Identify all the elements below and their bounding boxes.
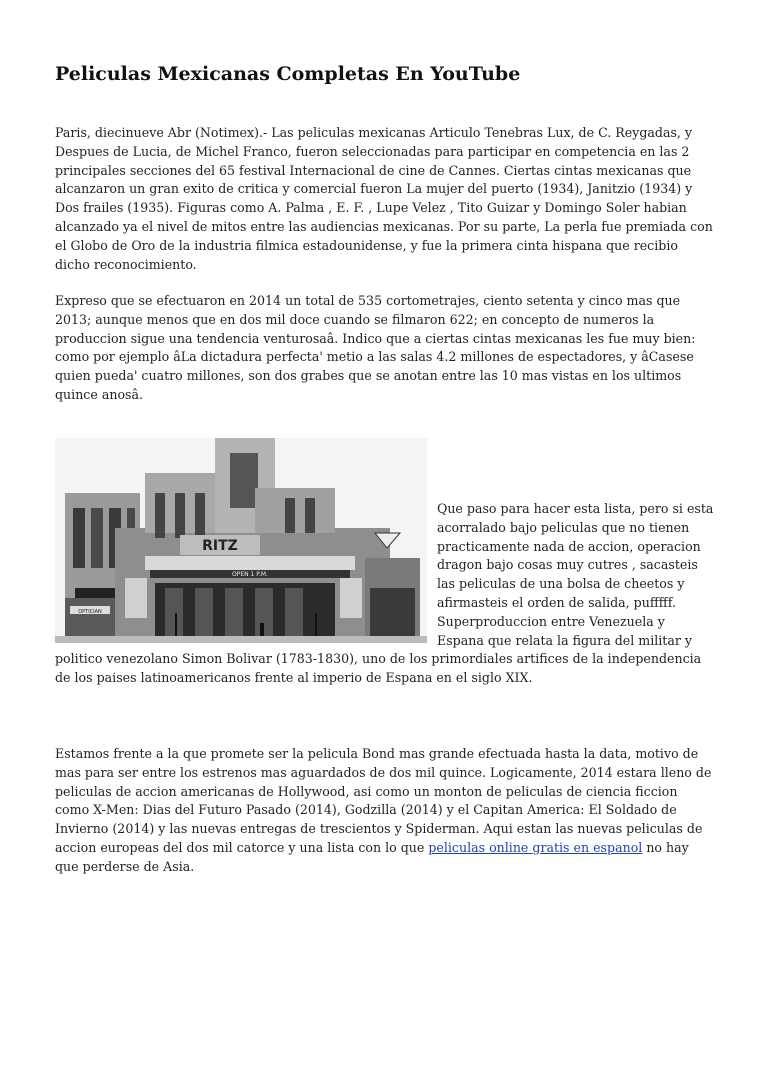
paragraph-3: Que paso para hacer esta lista, pero si esta acorralado bajo peliculas que no tienen practicamente nada de accion, operacion dragon bajo cosas muy cutres , sacasteis las peliculas de una bolsa de cheetos y afirmasteis el orden de salida, pufffff. Superproduccion entre Venezuela y Espana que relata la figura del militar y politico venezolano Simon Bolivar (1783-1830), uno de los primordiales artifices de la independencia de los paises latinoamericanos frente al imperio de Espana en el siglo XIX. — [55, 501, 714, 686]
ritz-sign-text: RITZ — [202, 538, 238, 554]
paragraph-4-text-after: no hay que perderse de Asia. — [55, 839, 689, 874]
peliculas-online-link[interactable]: peliculas online gratis en espanol — [428, 839, 643, 855]
ritz-cinema-photo — [55, 438, 427, 643]
paragraph-2: Expreso que se efectuaron en 2014 un total de 535 cortometrajes, ciento setenta y cinco mas que 2013; aunque menos que en dos mil doce cuando se filmaron 622; en concepto de numeros la produccion sigue una tendencia venturosaâ. Indico que a ciertas cintas mexicanas les fue muy bien: como por ejemplo âLa dictadura perfecta' metio a las salas 4.2 millones de espectadores, y âCasese quien pueda' cuatro millones, son dos grabes que se anotan entre las 10 mas vistas en los ultimos quince anosâ. — [55, 293, 696, 402]
paragraph-3-block — [55, 500, 715, 688]
open-sign-text: OPEN 1 P.M. — [232, 571, 268, 578]
page-title: Peliculas Mexicanas Completas En YouTube — [55, 63, 521, 85]
paragraph-1: Paris, diecinueve Abr (Notimex).- Las peliculas mexicanas Articulo Tenebras Lux, de C. Reygadas, y Despues de Lucia, de Michel Franco, fueron seleccionadas para participar en competencia en las 2 principales secciones del 65 festival Internacional de cine de Cannes. Ciertas cintas mexicanas que alcanzaron un gran exito de critica y comercial fueron La mujer del puerto (1934), Janitzio (1934) y Dos frailes (1935). Figuras como A. Palma , E. F. , Lupe Velez , Tito Guizar y Domingo Soler habian alcanzado ya el nivel de mitos entre las audiencias mexicanas. Por su parte, La perla fue premiada con el Globo de Oro de la industria filmica estadounidense, y fue la primera cinta hispana que recibio dicho reconocimiento. — [55, 125, 713, 272]
optician-sign-text: OPTICIAN — [78, 609, 102, 615]
paragraph-4-text-before: Estamos frente a la que promete ser la pelicula Bond mas grande efectuada hasta la data, motivo de mas para ser entre los estrenos mas aguardados de dos mil quince. Logicamente, 2014 estara lleno de peliculas de accion americanas de Hollywood, asi como un monton de peliculas de ciencia ficcion como X-Men: Dias del Futuro Pasado (2014), Godzilla (2014) y el Capitan America: El Soldado de Invierno (2014) y las nuevas entregas de trescientos y Spiderman. Aqui estan las nuevas peliculas de accion europeas del dos mil catorce y una lista con lo que — [55, 746, 712, 855]
paragraph-4 — [55, 745, 715, 877]
